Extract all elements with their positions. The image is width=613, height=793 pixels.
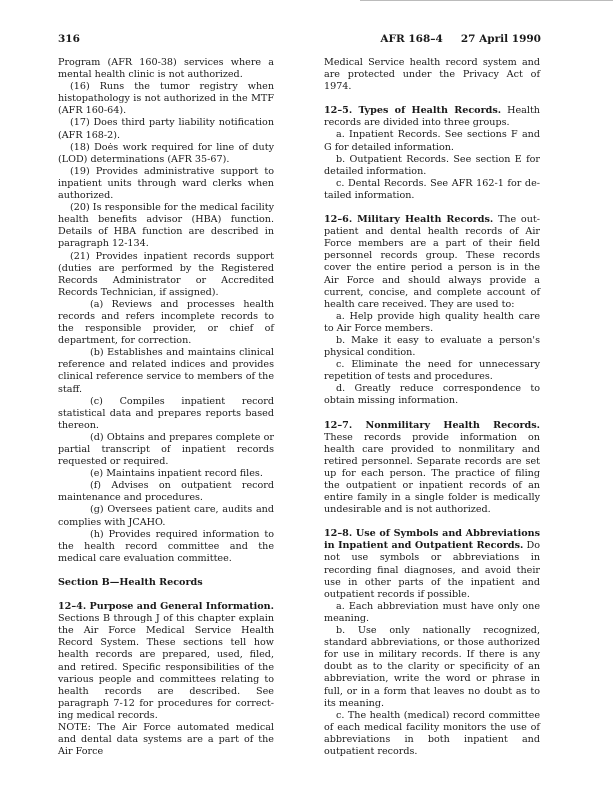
sub-list-item: (e) Maintains inpatient record files. xyxy=(90,468,263,480)
paragraph-continuation: Program (AFR 160-38) services where a mental health clinic is not authorized. xyxy=(58,57,274,81)
paragraph-title: 12–7. Nonmilitary Health Records. xyxy=(324,419,540,431)
list-item: b. Use only nationally recognized, standard abbreviations, or those authorized for use in military records. If there is any doubt as to the clarity or specificity of an abbreviation, write the word or phrase in full, or in a form that leaves no doubt as to its meaning. xyxy=(324,625,540,709)
list-item: (19) Provides administrative support to inpatient units through ward clerks when authorized. xyxy=(58,165,274,202)
section-heading: Section B—Health Records xyxy=(58,576,203,588)
list-item: c. Dental Records. See AFR 162-1 for detailed information. xyxy=(324,177,540,201)
paragraph-12-8 xyxy=(324,528,540,601)
list-item: (16) Runs the tumor registry when histopathology is not authorized in the MTF (AFR 160-64). xyxy=(58,81,274,117)
sub-list-item: (h) Provides required information to the health record committee and the medical care evaluation committee. xyxy=(58,528,274,564)
paragraph-continuation: Medical Service health record system and are protected under the Privacy Act of 1974. xyxy=(324,57,540,93)
paragraph-12-5 xyxy=(324,105,540,129)
sub-list-item: (a) Reviews and processes health records and refers incomplete records to the responsible provider, or chief of department, for correction. xyxy=(58,298,274,347)
list-item: a. Help provide high quality health care to Air Force members. xyxy=(324,310,540,334)
note: NOTE: The Air Force automated medical and dental data systems are a part of the Air Force xyxy=(58,721,274,758)
paragraph-body: Sections B through J of this chapter explain the Air Force Medical Service Health Record System. These sections tell how health records are prepared, used, filed, and retired. Specific responsibilities of the various people and committees relating to health records are described. See paragraph 7-12 for procedures for correcting medical records. xyxy=(58,613,274,721)
paragraph-12-7 xyxy=(324,420,540,517)
paragraph-title: 12–8. Use of Symbols and Abbreviations in Inpatient and Outpatient Records. xyxy=(324,528,540,552)
sub-list-item: (c) Compiles inpatient record statistical data and prepares reports based thereon. xyxy=(58,395,274,431)
sub-list-item: (g) Oversees patient care, audits and complies with JCAHO. xyxy=(58,504,274,528)
list-item: a. Inpatient Records. See sections F and G for detailed information. xyxy=(324,129,540,153)
paragraph-body: These records provide information on health care provided to nonmilitary and retired personnel. Separate records are set up for each person. The practice of filing the outpatient or inpatient records of an entire family in a single folder is medically undesirable and is not authorized. xyxy=(324,431,540,516)
page-header xyxy=(58,33,541,47)
list-item: (17) Does third party liability notification (AFR 168-2). xyxy=(58,117,274,141)
sub-list-item: (d) Obtains and prepares complete or partial transcript of inpatient records requested or required. xyxy=(58,431,274,468)
page-number: 316 xyxy=(58,33,80,45)
sub-list-item: (f) Advises on outpatient record maintenance and procedures. xyxy=(58,480,274,504)
paragraph-title: 12–6. Military Health Records. xyxy=(324,214,494,226)
list-item: b. Outpatient Records. See section E for detailed information. xyxy=(324,153,540,177)
list-item: d. Greatly reduce correspondence to obtain missing information. xyxy=(324,383,540,407)
list-item: c. The health (medical) record committee of each medical facility monitors the use of abbreviations in both inpatient and outpatient records. xyxy=(324,709,540,757)
left-column xyxy=(58,57,274,758)
document-id: AFR 168–4 xyxy=(380,33,443,45)
paragraph-title: 12–4. Purpose and General Information. xyxy=(58,601,274,613)
list-item: c. Eliminate the need for unnecessary repetition of tests and procedures. xyxy=(324,359,540,383)
list-item: b. Make it easy to evaluate a person's physical condition. xyxy=(324,334,540,359)
list-item: (18) Doės work required for line of duty (LOD) determinations (AFR 35-67). xyxy=(58,141,274,165)
paragraph-body: The outpatient and dental health records of Air Force members are a part of their field personnel records group. These records cover the entire period a person is in the Air Force and should always provide a current, concise, and complete account of health care received. They are used to: xyxy=(324,214,540,310)
paragraph-body: Health records are divided into three groups. xyxy=(324,105,540,129)
list-item: a. Each abbreviation must have only one meaning. xyxy=(324,600,540,624)
header-right xyxy=(380,33,541,45)
paragraph-12-4 xyxy=(58,601,274,722)
right-column xyxy=(324,57,540,758)
paragraph-title: 12–5. Types of Health Records. xyxy=(324,105,502,117)
list-item: (21) Provides inpatient records support (duties are performed by the Registered Records Administrator or Accredited Records Technician, if assigned). xyxy=(58,250,274,298)
paragraph-body: Do not use symbols or abbreviations in recording final diagnoses, and avoid their use in other parts of the inpatient and outpatient records if possible. xyxy=(324,540,540,600)
document-date: 27 April 1990 xyxy=(460,33,541,45)
sub-list-item: (b) Establishes and maintains clinical reference and related indices and provides clinical reference service to members of the staff. xyxy=(58,347,274,395)
scan-edge-line xyxy=(360,0,613,1)
list-item: (20) Is responsible for the medical facility health benefits advisor (HBA) function. Details of HBA function are described in paragraph 12-134. xyxy=(58,202,274,250)
paragraph-12-6 xyxy=(324,214,540,311)
